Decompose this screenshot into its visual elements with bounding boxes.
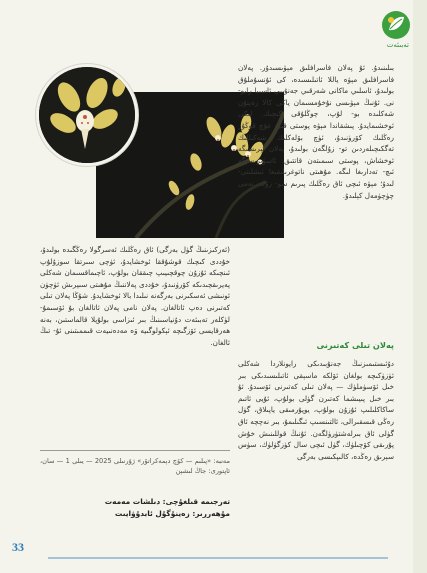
article-paragraph: (ئەركىزىنىڭ گۈل بەرگى) ئاق رەڭلىك ئەسرگولا رەڭگىدە بولىدۇ، خۇددى كىچىك قوشۇققا ئوخشايدۇ، ئۈچى سىرتقا سوزۇلۇپ ئىنچىكە ئۇزۇن چوقچىيىپ چىققان بولۇپ، ئاچىماقسىمان شەكلى پەيرىقچىدىكە كۆرۈنىدۇ، خۇددى پەلاننىڭ مۇھىتى سىپرىش ئۈچۈن ئونىشى ئەسكىرنى بەرگەنە نىلىدا بالا ئوخشايدۇ. شۇڭا پەلان تىلى كەتىرنى دەپ ئاتالغان. پەلان نامى پەلان ئاتالغان بۇ ئۆسىمۇ- لۈكلەر تەبىئەت دۇنياسىنىڭ بىر ئىزاسى بولۇپلا قالماستىن، بەنە ھەرقايسى ئۆزگىچە ئېكولوگىيە ۋە مەدەنىيەت قىممىتىنى ئۇ- تىڭ ئالغان. bbox=[40, 245, 230, 347]
orchid-closeup-illustration bbox=[39, 67, 135, 163]
orchid-closeup-inset bbox=[36, 64, 138, 166]
article-text-left bbox=[40, 244, 230, 439]
article-text-right-top bbox=[238, 62, 394, 294]
leaf-logo-icon bbox=[381, 10, 411, 40]
page-number: 33 bbox=[12, 540, 24, 554]
footer-rule bbox=[48, 557, 388, 559]
article-paragraph: بىلىنىدۇ. ئۇ پەلان فاسرافلىق مېۋىسىدۇر. پەلان فاسرافلىق مېۋە ياللا ئاتىلىسىدە، كى ئۇنسۇملۇق بولىدۇ، ئاسلىي ماكانى شەرقىي جەنۇبىي ئاسىيا رايو- نى. ئۇنىڭ مېۋىسى نۇخۇمسىمان ياكى كالا زەيتۇن شەكلىدە بو- لۇپ، چوڭلۇقى كىچىك. لىكى ئوخشىمايدۇ. پىشقاندا مېۋە پوستى قىز- غۇچ قوڭۇر رەڭلىك كۆرۈنىدۇ، ئۈچ بۆلەكلىك شەكىللىك تەگكىچىلەردىن تو- زۇلگەن بولىدۇ، پەلان تېرىسىگە ئوخشاش، پوستى سىمىتەن قاتتىق، ئاسۋىرىسىگە ئىچ- تەدارىغا لىگە. مۇھىتى ناتوغرىلىقىغا ئىشلىتى- لىدۇ؛ مېۋە ئىچى ئاق رەڭلىك پىرىم سو- زۇك، تەمى چۈچۈمەل كېلىدۇ. bbox=[238, 63, 394, 200]
section-heading: پەلان تىلى كەتىرنى bbox=[316, 340, 394, 350]
page-edge bbox=[413, 0, 427, 573]
credits bbox=[40, 496, 230, 520]
article-text-right-bottom bbox=[238, 358, 394, 538]
editor-credit: مۇھەررىر: زەينۇگۇل ئابدۇۋايىت bbox=[114, 509, 230, 518]
source-note: مەنبە: «پىلىم — كۆچ دېمەكراتۇر» ژۇرنىلى 2025 — يىلى 1 — سان، ئاپتورى: جاڭ لىشېن bbox=[40, 457, 231, 475]
magazine-name: تەبىئەت bbox=[386, 41, 409, 49]
magazine-logo bbox=[351, 10, 417, 50]
divider bbox=[40, 450, 230, 451]
article-paragraph: دۇئىستىمىزنىڭ جەنۇبىدىكى رايونلاردا شەكلى ئۈزۈكىچە بولغان ئۆلكە ماسېقى ئاتىلىسىدىكى بىر خىل ئۆسۈملۈك — پەلان تىلى كەتىرنى ئۆسىدۇ. ئۇ بىر خىل پىيىشما كەتىرن گۈلى بولۇپ، ئۇيى ئاتىم ساكاكلىلىپ ئۇزۇن بولۇپ، يوپۇرمىقى ياپىلاق، گۈل رەڭى قىسقىرالى، ئالتىنسىپ ئىگىلىمۇ، بىر نەچچە ئاق گۈلى ئاق بىرلەشتۈرۈلگەن. ئۇنىڭ قوللىنىش خۇش پۇرىقى كۆچىلۈك، گۈل ئىچى سال كۈزگۈلۈك، سۈس سېرىق رەڭدە، كالىپكىسى بەرگى bbox=[238, 359, 394, 461]
translator-credit: تەرجىمە قىلغۇچى: دىلشات مەمەت bbox=[104, 497, 230, 506]
